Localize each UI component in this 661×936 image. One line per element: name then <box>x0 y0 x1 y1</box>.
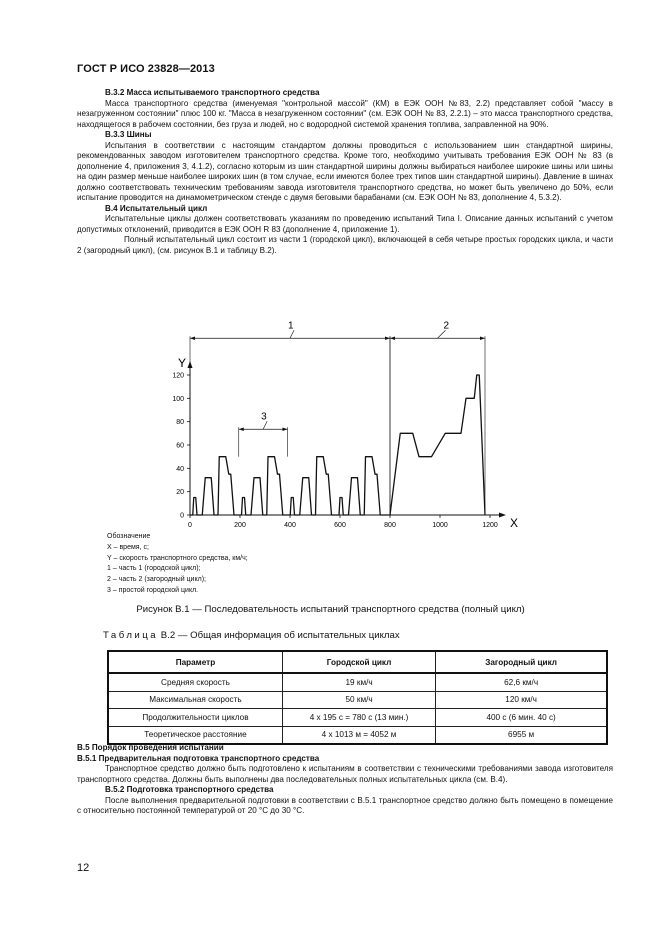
y-tick-label: 100 <box>172 395 184 403</box>
table-row <box>108 726 607 744</box>
table-row <box>108 709 607 727</box>
y-tick-label: 40 <box>176 465 184 473</box>
paragraph: Испытания в соответствии с настоящим стандартом должны проводиться с использованием шин стандартной ширины, рекомендованных заводом изготовителем транспортного средства. Кроме того, необходимо учитывать требования ЕЭК ООН № 83 (в дополнение 4, приложения 3, 4.1.2), согласно которым из шин стандартной ширины должны выбираться наиболее широкие шины или шины на один размер меньше наиболее широких шин (в том случае, если имеются более трех типов шин стандартной ширины). Давление в шинах должно соответствовать техническим требованиям завода изготовителя транспортного средства, но может быть увеличено до 50%, если испытание проводится на динамометрическом стенде с двумя беговыми барабанами (см. ЕЭК ООН № 83, дополнение 4, 5.3.2). <box>77 140 613 202</box>
x-tick-label: 0 <box>188 522 192 529</box>
column-header: Загородный цикл <box>436 651 607 673</box>
table-row <box>108 673 607 691</box>
y-tick-label: 60 <box>176 442 184 450</box>
table-caption-label: Таблица <box>103 630 159 641</box>
y-tick-label: 20 <box>176 489 184 497</box>
table-caption <box>103 630 400 641</box>
legend-line: 3 – простой городской цикл. <box>107 586 199 594</box>
chart-annotations <box>190 320 485 515</box>
x-tick-label: 400 <box>284 522 296 529</box>
table-row <box>108 691 607 709</box>
table-cell: Теоретическое расстояние <box>108 726 282 744</box>
annotation-leader <box>263 421 267 429</box>
section-heading: В.3.3 Шины <box>105 130 152 139</box>
y-tick-label: 0 <box>180 512 184 520</box>
annotation-arrow <box>385 336 390 340</box>
speed-profile-line <box>190 375 485 515</box>
x-tick-label: 1000 <box>432 522 448 529</box>
legend-title: Обозначение <box>107 533 151 540</box>
page-number: 12 <box>77 862 90 874</box>
paragraph: Полный испытательный цикл состоит из части 1 (городской цикл), включающей в себя четыре простых городских цикла, и части 2 (загородный цикл), (см. рисунок В.1 и таблицу В.2). <box>77 235 613 255</box>
table-cell: 19 км/ч <box>282 673 435 691</box>
x-tick-label: 1200 <box>482 522 498 529</box>
paragraph: Испытательные циклы должен соответствовать указаниям по проведению испытаний Типа I. Описание данных испытаний с учетом допустимых отклонений, приводится в ЕЭК ООН R 83 (дополнение 4, приложение 1). <box>77 214 613 234</box>
table-cell: 62,6 км/ч <box>436 673 607 691</box>
annotation-arrow <box>480 336 485 340</box>
table-cell: 4 х 1013 м = 4052 м <box>282 726 435 744</box>
column-header: Городской цикл <box>282 651 435 673</box>
legend-line: X – время, с; <box>107 543 149 551</box>
table-cell: 400 с (6 мин. 40 с) <box>436 709 607 727</box>
figure-chart <box>150 318 530 533</box>
annotation-arrow <box>239 427 244 431</box>
annotation-label: 2 <box>443 320 450 332</box>
y-tick-label: 120 <box>172 372 184 380</box>
figure-caption: Рисунок В.1 — Последовательность испытаний транспортного средства (полный цикл) <box>136 604 525 615</box>
table-cell: 6955 м <box>436 726 607 744</box>
annotation-label: 1 <box>288 320 294 332</box>
paragraph: Масса транспортного средства (именуемая "контрольной массой" (КМ) в ЕЭК ООН №83, 2.2) представляет собой "массу в незагруженном состоянии" плюс 100 кг. "Масса в незагруженном состоянии" (см. ЕЭК ООН № 83, 2.2.1) – это масса транспортного средства, находящегося в рабочем состоянии, без груза и людей, но с водородной системой хранения топлива, заправленной на 90%. <box>77 98 613 129</box>
y-axis-label: Y <box>178 356 187 370</box>
section-heading: В.4 Испытательный цикл <box>105 203 208 213</box>
cycle-info-table <box>107 650 608 745</box>
table-cell: Продолжительности циклов <box>108 709 282 727</box>
column-header: Параметр <box>108 651 282 673</box>
annotation-label: 3 <box>261 411 267 423</box>
section-heading: В.5 Порядок проведения испытаний <box>77 743 224 752</box>
legend-line: Y – скорость транспортного средства, км/ч; <box>107 554 248 562</box>
table-caption-text: В.2 — Общая информация об испытательных циклах <box>160 630 400 641</box>
annotation-arrow <box>190 336 195 340</box>
x-tick-label: 200 <box>234 522 246 529</box>
annotation-leader <box>438 330 446 338</box>
x-axis-arrow <box>499 513 506 518</box>
table-cell: 120 км/ч <box>436 691 607 709</box>
figure-legend <box>107 532 248 597</box>
x-tick-label: 600 <box>334 522 346 529</box>
chart-axes <box>178 356 518 530</box>
table-cell: 4 х 195 с = 780 с (13 мин.) <box>282 709 435 727</box>
x-tick-label: 800 <box>384 522 396 529</box>
paragraph: Транспортное средство должно быть подготовлено к испытаниям в соответствии с техническими требованиями завода изготовителя транспортного средства. Должны быть выполнены два последовательных полных испытательных цикла (см. В.4). <box>77 764 613 784</box>
table-cell: Средняя скорость <box>108 673 282 691</box>
table-cell: Максимальная скорость <box>108 691 282 709</box>
section-heading: В.5.2 Подготовка транспортного средства <box>105 785 274 794</box>
legend-line: 2 – часть 2 (загородный цикл); <box>107 576 206 584</box>
section-heading: В.5.1 Предварительная подготовка транспортного средства <box>77 753 320 763</box>
table-cell: 50 км/ч <box>282 691 435 709</box>
y-tick-label: 80 <box>176 419 184 427</box>
annotation-arrow <box>390 336 395 340</box>
section-heading: В.3.2 Масса испытываемого транспортного средства <box>105 88 320 97</box>
x-axis-label: X <box>510 516 519 530</box>
chart-series <box>190 375 485 515</box>
text-block-top <box>77 88 613 256</box>
paragraph: После выполнения предварительной подготовки в соответствии с В.5.1 транспортное средство должно быть помещено в помещение с относительно постоянной температурой от 20 °С до 30 °С. <box>77 795 613 815</box>
chart-ticks <box>172 373 498 530</box>
annotation-leader <box>290 330 294 338</box>
document-header: ГОСТ Р ИСО 23828—2013 <box>77 63 215 75</box>
annotation-arrow <box>283 427 288 431</box>
legend-line: 1 – часть 1 (городской цикл); <box>107 565 201 573</box>
text-block-bottom <box>77 743 613 817</box>
